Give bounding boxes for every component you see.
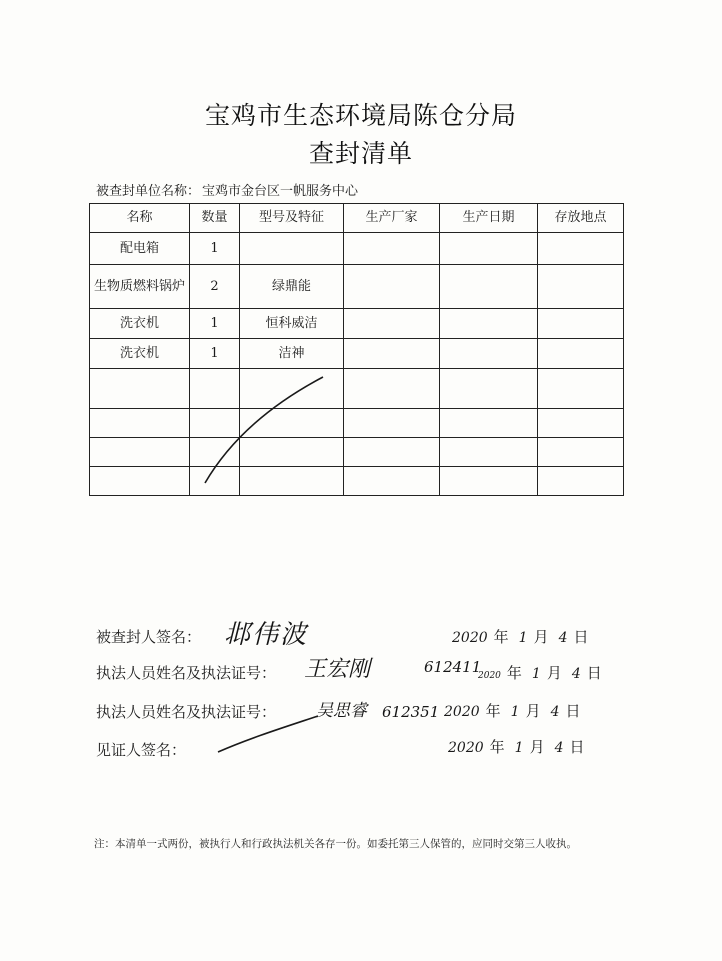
date-officer2: 2020 年 1 月 4 日 [444, 703, 581, 720]
table-row [90, 309, 624, 339]
cell-location [538, 409, 624, 438]
cell-maker [344, 409, 440, 438]
officer2-signature: 吴思睿 [316, 701, 367, 721]
cell-date [440, 369, 538, 409]
officer1-cert-number: 612411 [424, 658, 482, 676]
table-row [90, 265, 624, 309]
footnote: 注：本清单一式两份，被执行人和行政执法机关各存一份。如委托第三人保管的，应同时交第三人收执。 [94, 838, 577, 850]
table-header-row [90, 204, 624, 233]
cell-name [90, 438, 190, 467]
cell-model [240, 438, 344, 467]
cell-model: 恒科威洁 [240, 309, 344, 339]
cell-maker [344, 369, 440, 409]
sealed-unit-line [96, 180, 360, 199]
cell-name: 生物质燃料锅炉 [90, 265, 190, 309]
cell-location [538, 369, 624, 409]
cell-location [538, 233, 624, 265]
cell-name: 洗衣机 [90, 309, 190, 339]
document-title: 宝鸡市生态环境局陈仓分局 [204, 101, 517, 130]
cell-name: 配电箱 [90, 233, 190, 265]
seal-inventory-table [89, 203, 624, 496]
cell-model [240, 233, 344, 265]
cell-maker [344, 265, 440, 309]
cell-qty: 1 [190, 309, 240, 339]
cell-qty: 2 [190, 265, 240, 309]
date-sealed-person: 2020 年 1 月 4 日 [452, 629, 589, 646]
cell-location [538, 309, 624, 339]
cell-qty [190, 467, 240, 496]
cell-maker [344, 438, 440, 467]
table-row [90, 339, 624, 369]
officer2-label: 执法人员姓名及执法证号： [96, 704, 277, 721]
cell-model: 绿鼎能 [240, 265, 344, 309]
cell-name: 洗衣机 [90, 339, 190, 369]
cell-name [90, 369, 190, 409]
col-header-maker: 生产厂家 [344, 204, 440, 233]
officer1-label: 执法人员姓名及执法证号： [96, 665, 277, 682]
cell-maker [344, 233, 440, 265]
cell-location [538, 265, 624, 309]
table-row [90, 467, 624, 496]
witness-label: 见证人签名： [96, 742, 187, 759]
cell-maker [344, 467, 440, 496]
cell-location [538, 438, 624, 467]
document-subtitle: 查封清单 [308, 139, 413, 168]
date-officer1: 2020 年 1 月 4 日 [478, 665, 602, 682]
cell-date [440, 233, 538, 265]
cell-maker [344, 309, 440, 339]
sealed-person-label: 被查封人签名： [96, 629, 202, 646]
cell-qty [190, 369, 240, 409]
sealed-unit-value: 宝鸡市金台区一帆服务中心 [202, 184, 359, 199]
cell-name [90, 409, 190, 438]
cell-date [440, 467, 538, 496]
cell-location [538, 339, 624, 369]
table-row [90, 233, 624, 265]
cell-name [90, 467, 190, 496]
cell-date [440, 438, 538, 467]
cell-model: 洁神 [240, 339, 344, 369]
col-header-date: 生产日期 [440, 204, 538, 233]
sealed-unit-label: 被查封单位名称： [96, 184, 201, 199]
col-header-name: 名称 [90, 204, 190, 233]
cell-date [440, 309, 538, 339]
cell-qty: 1 [190, 339, 240, 369]
col-header-location: 存放地点 [538, 204, 624, 233]
officer2-cert-number: 612351 [382, 703, 440, 721]
cell-date [440, 339, 538, 369]
cell-date [440, 409, 538, 438]
cell-location [538, 467, 624, 496]
col-header-model: 型号及特征 [240, 204, 344, 233]
cell-date [440, 265, 538, 309]
table-row [90, 369, 624, 409]
cell-model [240, 409, 344, 438]
cell-model [240, 467, 344, 496]
table-row [90, 438, 624, 467]
sealed-person-signature: 邶伟波 [224, 620, 309, 650]
cell-model [240, 369, 344, 409]
col-header-qty: 数量 [190, 204, 240, 233]
officer1-signature: 王宏刚 [304, 657, 371, 682]
table-row [90, 409, 624, 438]
cell-maker [344, 339, 440, 369]
cell-qty: 1 [190, 233, 240, 265]
cell-qty [190, 438, 240, 467]
date-witness: 2020 年 1 月 4 日 [448, 739, 585, 756]
cell-qty [190, 409, 240, 438]
